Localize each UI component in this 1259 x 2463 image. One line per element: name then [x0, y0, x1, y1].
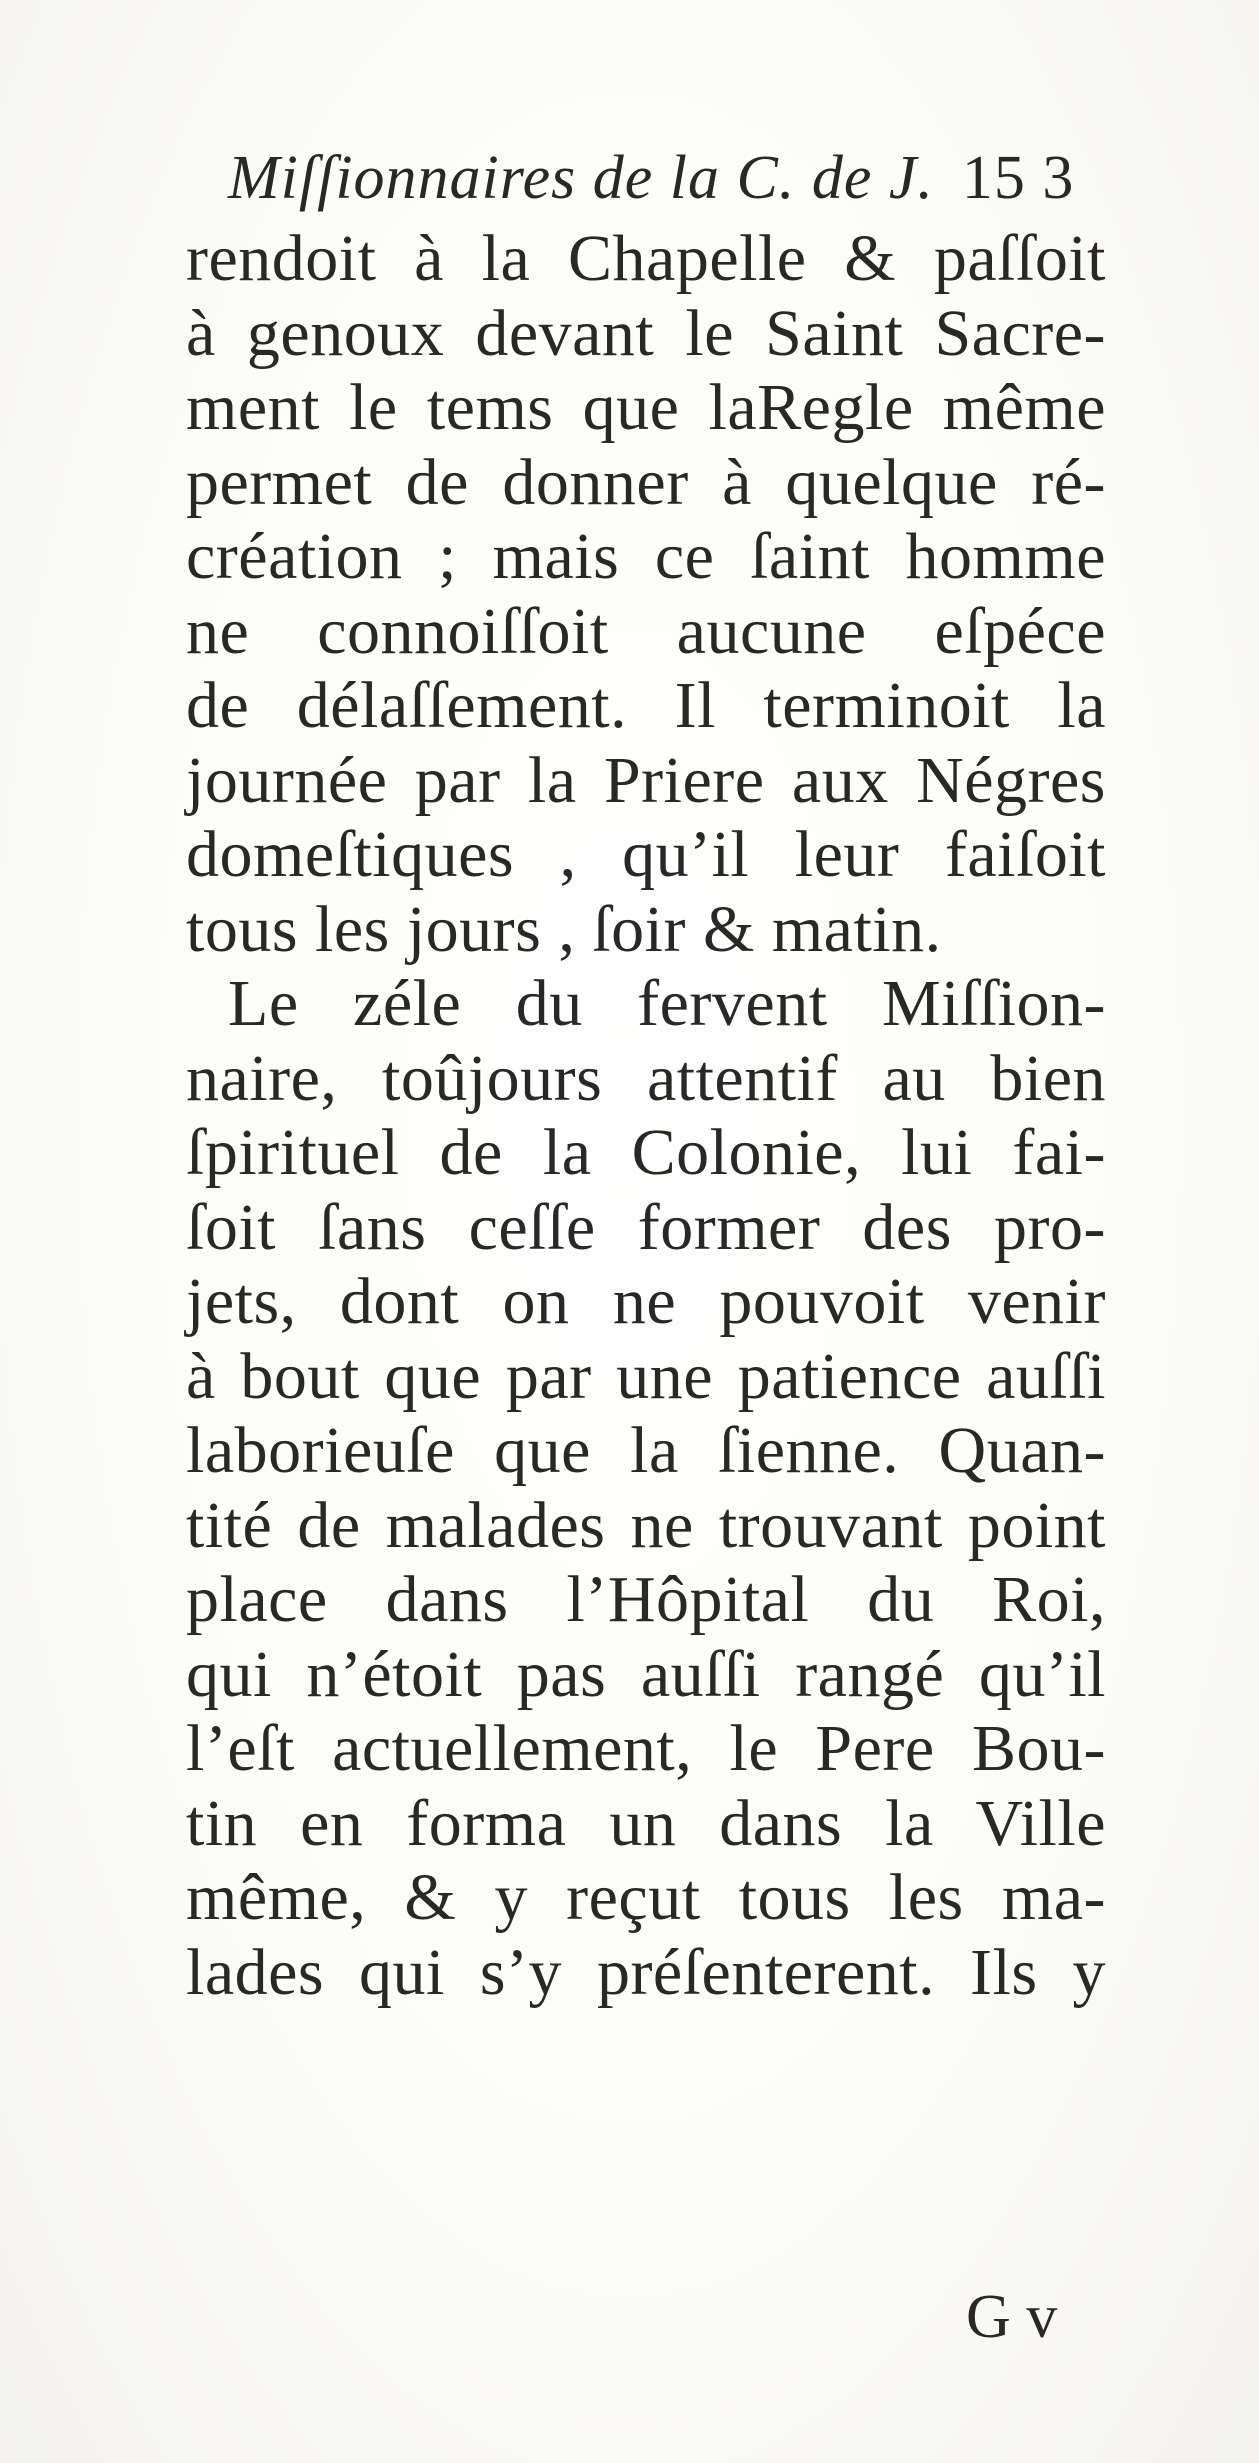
page-header [228, 138, 1075, 218]
text-line: tin en forma un dans la Ville [186, 1786, 1106, 1860]
text-line: permet de donner à quelque ré- [186, 445, 1106, 519]
text-line: rendoit à la Chapelle & paſſoit [186, 222, 1106, 295]
text-line: ſpirituel de la Colonie, lui fai- [186, 1116, 1106, 1189]
text-line: place dans l’Hôpital du Roi, [186, 1563, 1106, 1636]
text-line: ſoit ſans ceſſe former des pro- [186, 1190, 1106, 1264]
text-line: ne connoiſſoit aucune eſpéce [186, 594, 1106, 668]
text-line: de délaſſement. Il terminoit la [186, 669, 1106, 742]
text-line: à bout que par une patience auſſi [186, 1339, 1106, 1413]
text-line: naire, toûjours attentif au bien [186, 1041, 1106, 1115]
body-text [186, 222, 1106, 2010]
catchword: G v [966, 2283, 1058, 2351]
text-line: ment le tems que laRegle même [186, 371, 1106, 444]
text-line: même, & y reçut tous les ma- [186, 1861, 1106, 1934]
text-line: tité de malades ne trouvant point [186, 1488, 1106, 1562]
text-line: jets, dont on ne pouvoit venir [186, 1265, 1106, 1338]
text-line: création ; mais ce ſaint homme [186, 520, 1106, 593]
running-title: Miſſionnaires de la C. de J. [228, 144, 934, 212]
text-line: domeſtiques , qu’il leur faiſoit [186, 818, 1106, 891]
text-line: l’eſt actuellement, le Pere Bou- [186, 1712, 1106, 1785]
text-line: lades qui s’y préſenterent. Ils y [186, 1935, 1106, 2009]
text-line: à genoux devant le Saint Sacre- [186, 296, 1106, 370]
text-line: qui n’étoit pas auſſi rangé qu’il [186, 1637, 1106, 1711]
page-number: 15 3 [961, 144, 1075, 212]
text-line: tous les jours , ſoir & matin. [186, 892, 942, 966]
text-line: laborieuſe que la ſienne. Quan- [186, 1414, 1106, 1487]
text-line: Le zéle du fervent Miſſion- [228, 967, 1106, 1040]
text-line: journée par la Priere aux Négres [186, 743, 1106, 817]
